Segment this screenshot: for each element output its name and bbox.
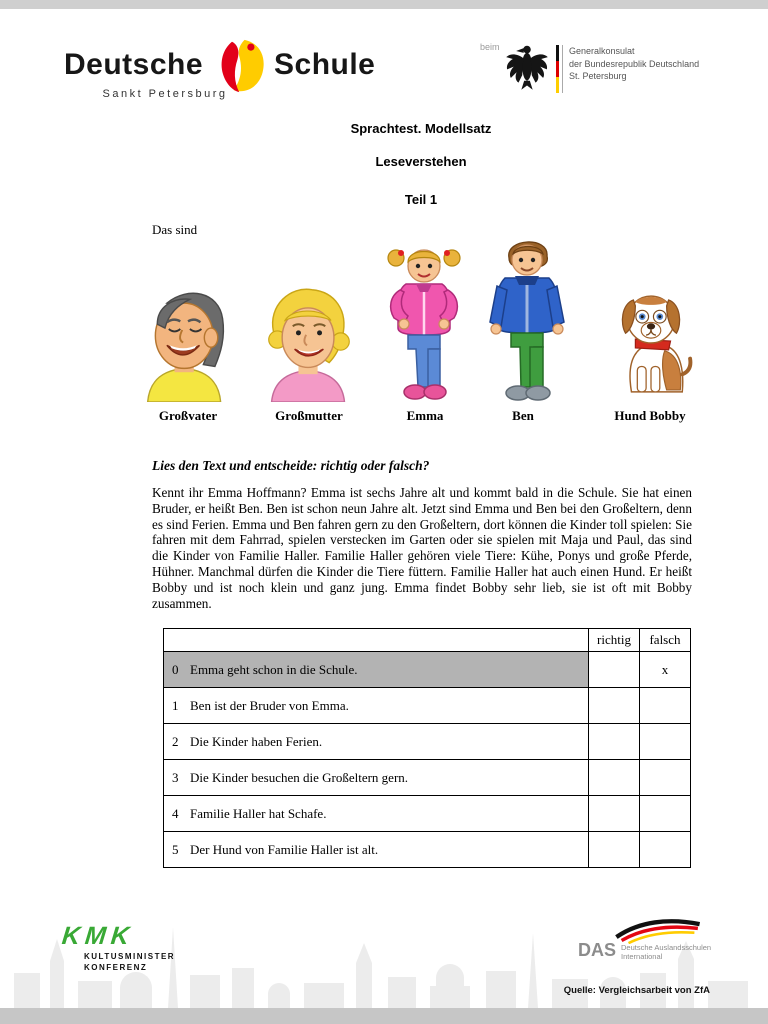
true-false-table [163, 628, 691, 868]
row-statement: Familie Haller hat Schafe. [190, 805, 327, 821]
german-flag-bar [556, 45, 559, 93]
page-bottom-margin-strip [0, 1008, 768, 1024]
consulate-line-3: St. Petersburg [569, 71, 627, 81]
header-falsch: falsch [640, 629, 691, 652]
answer-falsch-cell [640, 796, 691, 832]
row-statement: Ben ist der Bruder von Emma. [190, 697, 349, 713]
test-section: Leseverstehen [375, 154, 467, 169]
consulate-text [569, 45, 699, 83]
row-number: 2 [172, 733, 179, 749]
row-statement: Der Hund von Familie Haller ist alt. [190, 841, 379, 857]
source-note: Quelle: Vergleichsarbeit von ZfA [563, 985, 710, 996]
ben-illustration [487, 230, 567, 407]
consulate-beim-label: beim [480, 42, 500, 52]
row-statement: Emma geht schon in die Schule. [190, 661, 358, 677]
answer-richtig-cell [589, 688, 640, 724]
table-row [164, 688, 691, 724]
consulate-divider [562, 45, 563, 93]
das-acronym: DAS [578, 940, 617, 960]
das-line-1: Deutsche Auslandsschulen [621, 943, 712, 952]
answer-richtig-cell [589, 760, 640, 796]
emma-illustration [386, 236, 462, 407]
school-logo-word-left: Deutsche [64, 48, 204, 81]
intro-label: Das sind [152, 222, 198, 237]
row-number: 4 [172, 805, 179, 821]
grandmother-illustration [262, 282, 356, 407]
table-row [164, 652, 691, 688]
grandfather-illustration [140, 282, 236, 407]
answer-falsch-cell [640, 832, 691, 868]
header-richtig: richtig [589, 629, 640, 652]
row-number: 5 [172, 841, 179, 857]
school-logo-subtitle: Sankt Petersburg [102, 88, 228, 100]
reading-text: Kennt ihr Emma Hoffmann? Emma ist sechs Jahre alt und kommt bald in die Schule. Sie hat einen Bruder, er heißt Ben. Ben ist schon neun Jahre alt. Jetzt sind Emma und Ben bei den Großeltern, denn es sind Ferien. Emma und Ben fahren gern zu den Großeltern, dort können die Kinder toll spielen: Sie fahren mit dem Fahrrad, spielen verstecken im Garten oder sie spielen mit Maja und Paul, das sind die Kinder von Familie Haller. Familie Haller gehören viele Tiere: Kühe, Ponys und große Pferde, Hühner. Manchmal dürfen die Kinder die Tiere füttern. Familie Haller hat auch einen Hund. Er heißt Bobby und ist noch klein und ganz jung. Emma findet Bobby sehr lieb, sie ist oft mit Bobby zusammen. [152, 485, 692, 611]
answer-richtig-cell [589, 832, 640, 868]
page-top-margin-strip [0, 0, 768, 9]
school-logo-word-right: Schule [274, 48, 376, 81]
row-number: 0 [172, 661, 179, 677]
figure-label-grossmutter: Großmutter [275, 408, 343, 423]
consulate-line-1: Generalkonsulat [569, 46, 635, 56]
federal-eagle-icon [503, 42, 551, 99]
answer-falsch-cell: x [640, 652, 691, 688]
header-statement-cell [164, 629, 589, 652]
figure-label-emma: Emma [406, 408, 444, 423]
consulate-line-2: der Bundesrepublik Deutschland [569, 58, 700, 69]
row-number: 1 [172, 697, 179, 713]
figure-label-hund-bobby: Hund Bobby [614, 408, 686, 423]
answer-falsch-cell [640, 688, 691, 724]
row-statement: Die Kinder haben Ferien. [190, 733, 323, 749]
answer-richtig-cell [589, 796, 640, 832]
test-title: Sprachtest. Modellsatz [350, 121, 492, 136]
answer-falsch-cell [640, 760, 691, 796]
dog-bobby-illustration [608, 288, 694, 405]
kmk-logo-block [62, 922, 175, 973]
das-logo-block [578, 918, 712, 961]
table-row [164, 724, 691, 760]
kmk-line-1: KULTUSMINISTER [84, 952, 176, 961]
task-instruction: Lies den Text und entscheide: richtig oder falsch? [152, 458, 430, 473]
figure-label-grossvater: Großvater [158, 408, 218, 423]
table-row [164, 832, 691, 868]
kmk-line-2: KONFERENZ [84, 962, 148, 972]
test-part: Teil 1 [404, 192, 438, 207]
kmk-logo: KMK [60, 922, 136, 950]
table-row [164, 760, 691, 796]
das-line-2: International [621, 952, 663, 961]
table-row [164, 796, 691, 832]
row-number: 3 [172, 769, 179, 785]
row-statement: Die Kinder besuchen die Großeltern gern. [190, 769, 409, 785]
answer-falsch-cell [640, 724, 691, 760]
answer-richtig-cell [589, 724, 640, 760]
figure-label-ben: Ben [512, 408, 534, 423]
answer-richtig-cell [589, 652, 640, 688]
table-header-row [164, 629, 691, 652]
